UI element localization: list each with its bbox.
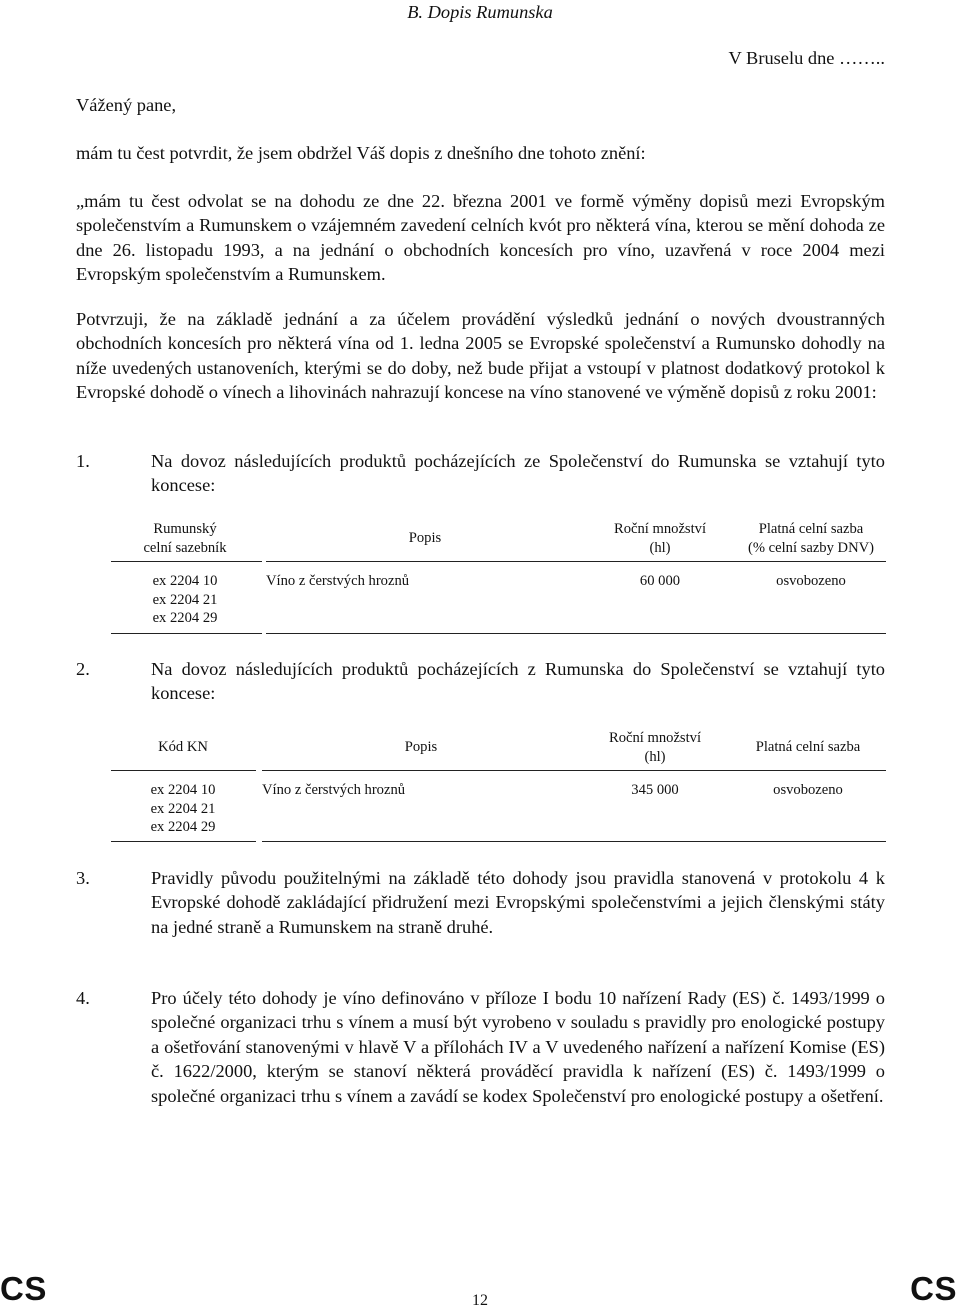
table-2-rule-2: [262, 770, 886, 771]
table-2-header-description: Popis: [404, 739, 438, 755]
document-title: B. Dopis Rumunska: [407, 2, 553, 22]
table-2-rule-3: [111, 841, 256, 842]
item-3-number: 3.: [76, 868, 90, 888]
date-line: V Bruselu dne ……..: [728, 48, 885, 68]
intro-paragraph: mám tu čest potvrdit, že jsem obdržel Váš dopis z dnešního dne tohoto znění:: [76, 143, 646, 163]
table-1-header-description: Popis: [408, 530, 442, 546]
table-1-header-quantity: Roční množství (hl): [613, 521, 707, 556]
table-1-header-tariff: Rumunský celní sazebník: [143, 521, 227, 556]
table-1-row-duty: osvobozeno: [776, 573, 846, 589]
table-2-row-duty: osvobozeno: [773, 782, 843, 798]
confirmation-paragraph: Potvrzuji, že na základě jednání a za účelem provádění výsledků jednání o nových dvoustranných obchodních koncesích pro některá vína od 1. ledna 2005 se Evropské společenství a Rumunsko dohodly na níže uvedených ustanoveních, kterými se do doby, než bude přijat a vstoupí v platnost dodatkový protokol k Evropské dohodě o vínech a lihovinách nahrazují koncese na víno stanovené ve výměně dopisů z roku 2001:: [76, 309, 885, 403]
table-1-rule-3: [111, 633, 262, 634]
table-2-header-quantity: Roční množství (hl): [608, 730, 702, 765]
table-2-header-duty: Platná celní sazba: [755, 739, 861, 755]
table-2-row-description: Víno z čerstvých hroznů: [262, 782, 406, 798]
table-1-row-description: Víno z čerstvých hroznů: [266, 573, 410, 589]
table-2-header-code: Kód KN: [158, 739, 208, 755]
item-1-number: 1.: [76, 451, 90, 471]
language-code-right: CS: [910, 1270, 957, 1307]
table-1-rule-2: [266, 561, 886, 562]
item-2-text: Na dovoz následujících produktů pocházejících z Rumunska do Společenství se vztahují tyto koncese:: [151, 659, 885, 704]
table-2-rule-4: [262, 841, 886, 842]
item-4-number: 4.: [76, 988, 90, 1008]
salutation: Vážený pane,: [76, 95, 177, 115]
item-1-text: Na dovoz následujících produktů pocházejících ze Společenství do Rumunska se vztahují tyto koncese:: [151, 451, 885, 496]
table-2-row-quantity: 345 000: [631, 782, 679, 798]
item-4-text: Pro účely této dohody je víno definováno v příloze I bodu 10 nařízení Rady (ES) č. 1493/1999 o společné organizaci trhu s vínem a musí být vyrobeno v souladu s pravidly pro enologické postupy a ošetřování stanovenými v hlavě V a přílohách IV a V uvedeného nařízení a nařízení Komise (ES) č. 1622/2000, kterým se stanoví některá prováděcí pravidla k nařízení (ES) č. 1493/1999 o společné organizaci trhu s vínem a zavádí se kodex Společenství pro enologické postupy a ošetření.: [151, 988, 885, 1106]
table-1-row-quantity: 60 000: [639, 573, 681, 589]
table-1-header-duty: Platná celní sazba (% celní sazby DNV): [747, 521, 875, 556]
page-number: 12: [472, 1292, 488, 1309]
language-code-left: CS: [0, 1270, 47, 1307]
item-2-number: 2.: [76, 659, 90, 679]
table-1-rule-4: [266, 633, 886, 634]
item-3-text: Pravidly původu použitelnými na základě této dohody jsou pravidla stanovená v protokolu 4 k Evropské dohodě zakládající přidružení mezi Evropskými společenstvími a jejich členskými státy na jedné straně a Rumunskem na straně druhé.: [151, 868, 885, 937]
table-1-rule-1: [111, 561, 262, 562]
table-2-rule-1: [111, 770, 256, 771]
quoted-paragraph: „mám tu čest odvolat se na dohodu ze dne 22. března 2001 ve formě výměny dopisů mezi Evropským společenstvím a Rumunskem o vzájemném zavedení celních kvót pro některá vína, kterou se mění dohoda ze dne 26. listopadu 1993, a na jednání o obchodních koncesích pro víno, uzavřená v roce 2004 mezi Evropským společenstvím a Rumunskem.: [76, 191, 885, 285]
table-1-row-codes: ex 2204 10 ex 2204 21 ex 2204 29: [152, 573, 218, 627]
table-2-row-codes: ex 2204 10 ex 2204 21 ex 2204 29: [150, 782, 216, 836]
